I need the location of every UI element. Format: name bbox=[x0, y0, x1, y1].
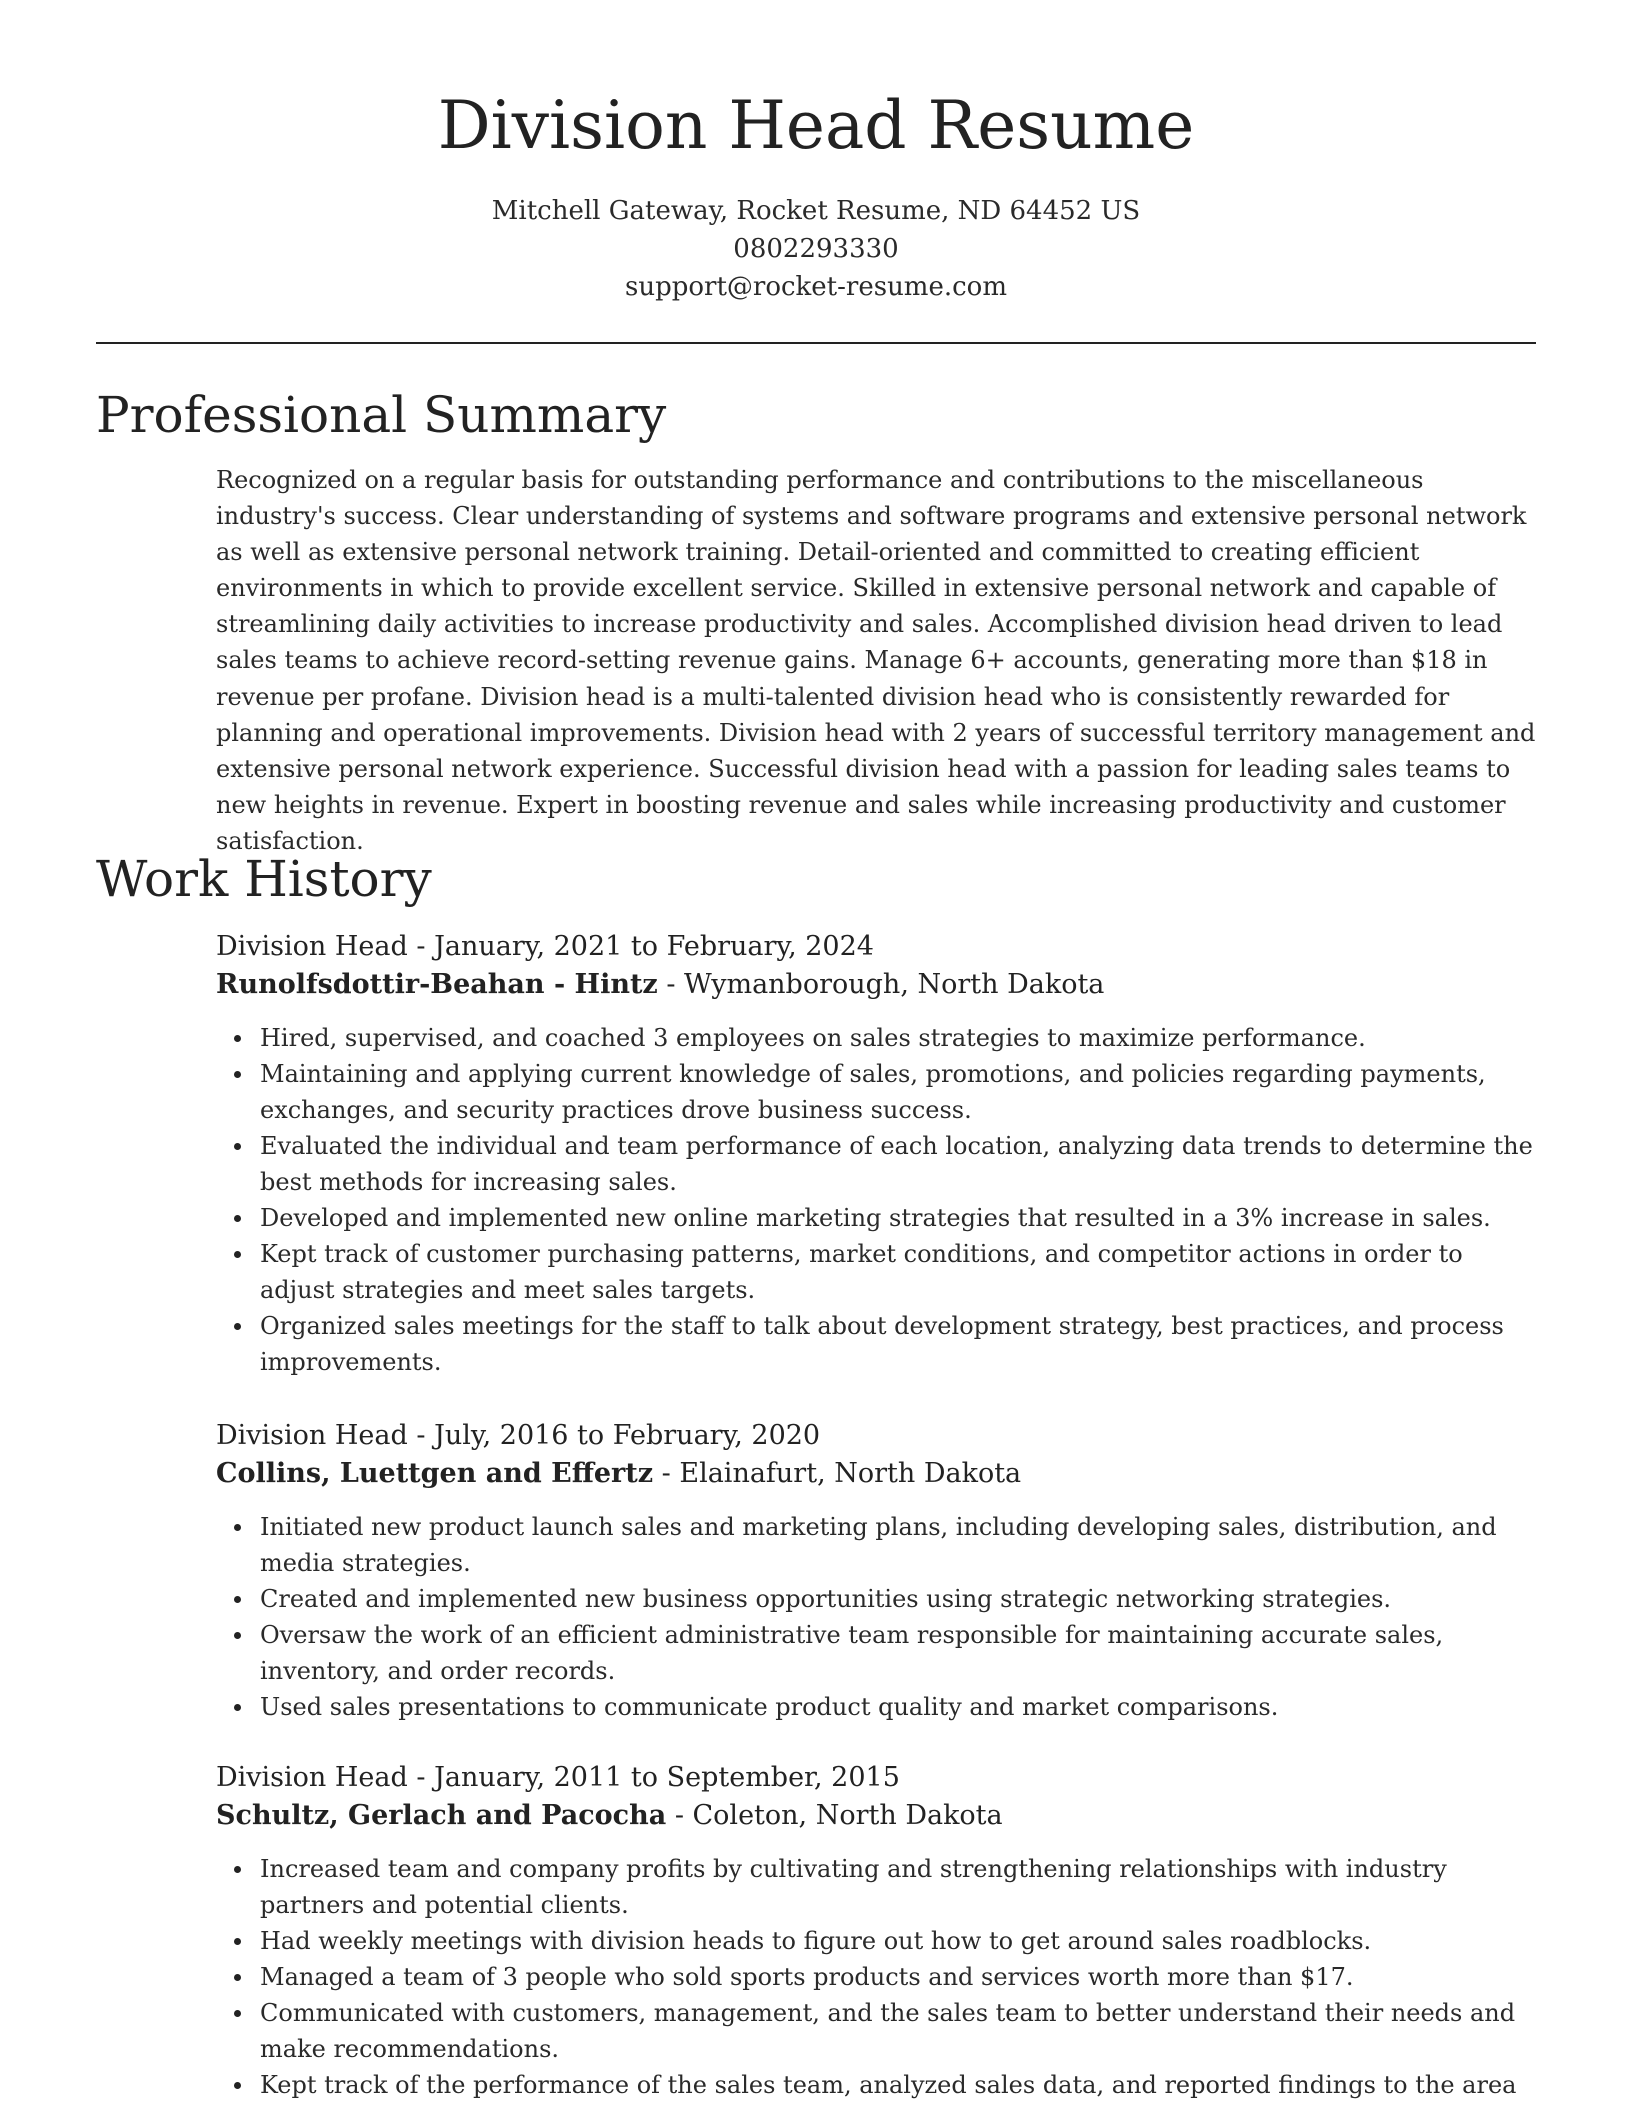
list-item: Had weekly meetings with division heads to figure out how to get around sales roadblocks. bbox=[260, 1923, 1536, 1959]
list-item: Used sales presentations to communicate product quality and market comparisons. bbox=[260, 1689, 1536, 1725]
header-divider bbox=[96, 342, 1536, 344]
job-entry-1 bbox=[216, 928, 1536, 1380]
contact-address: Mitchell Gateway, Rocket Resume, ND 64452 US bbox=[491, 196, 1141, 226]
job-entry-3 bbox=[216, 1759, 1536, 2103]
job-title: Division Head bbox=[216, 1420, 408, 1451]
job-dates: - July, 2016 to February, 2020 bbox=[407, 1420, 821, 1451]
list-item: Hired, supervised, and coached 3 employees on sales strategies to maximize performance. bbox=[260, 1020, 1536, 1056]
job-bullets bbox=[216, 1020, 1536, 1380]
list-item: Managed a team of 3 people who sold sports products and services worth more than $17. bbox=[260, 1959, 1536, 1995]
list-item: Evaluated the individual and team performance of each location, analyzing data trends to determine the best methods for increasing sales. bbox=[260, 1128, 1536, 1200]
job-company: Schultz, Gerlach and Pacocha bbox=[216, 1800, 667, 1831]
list-item: Created and implemented new business opportunities using strategic networking strategies. bbox=[260, 1581, 1536, 1617]
list-item: Organized sales meetings for the staff to talk about development strategy, best practices, and process improvements. bbox=[260, 1308, 1536, 1380]
summary-text: Recognized on a regular basis for outstanding performance and contributions to the miscellaneous industry's success. Clear understanding of systems and software programs and extensive personal network as well as extensive personal network training. Detail-oriented and committed to creating efficient environments in which to provide excellent service. Skilled in extensive personal network and capable of streamlining daily activities to increase productivity and sales. Accomplished division head driven to lead sales teams to achieve record-setting revenue gains. Manage 6+ accounts, generating more than $18 in revenue per profane. Division head is a multi-talented division head who is consistently rewarded for planning and operational improvements. Division head with 2 years of successful territory management and extensive personal network experience. Successful division head with a passion for leading sales teams to new heights in revenue. Expert in boosting revenue and sales while increasing productivity and customer satisfaction. bbox=[216, 466, 1536, 855]
list-item: Communicated with customers, management, and the sales team to better understand their needs and make recommendations. bbox=[260, 1995, 1536, 2067]
job-company-line bbox=[216, 1797, 1536, 1835]
list-item: Initiated new product launch sales and marketing plans, including developing sales, distribution, and media strategies. bbox=[260, 1509, 1536, 1581]
list-item: Kept track of customer purchasing patterns, market conditions, and competitor actions in order to adjust strategies and meet sales targets. bbox=[260, 1236, 1536, 1308]
list-item: Maintaining and applying current knowledge of sales, promotions, and policies regarding payments, exchanges, and security practices drove business success. bbox=[260, 1056, 1536, 1128]
resume-title: Division Head Resume bbox=[437, 87, 1195, 164]
job-title-line bbox=[216, 928, 1536, 966]
job-company-line bbox=[216, 966, 1536, 1004]
summary-heading: Professional Summary bbox=[96, 386, 667, 444]
job-bullets bbox=[216, 1851, 1536, 2103]
job-company: Collins, Luettgen and Effertz bbox=[216, 1458, 654, 1489]
job-title-line bbox=[216, 1417, 1536, 1455]
job-location: - Wymanborough, North Dakota bbox=[657, 969, 1105, 1000]
job-title-line bbox=[216, 1759, 1536, 1797]
contact-email: support@rocket-resume.com bbox=[624, 272, 1007, 302]
job-company: Runolfsdottir-Beahan - Hintz bbox=[216, 969, 658, 1000]
work-history-heading: Work History bbox=[96, 850, 432, 908]
list-item: Oversaw the work of an efficient administrative team responsible for maintaining accurate sales, inventory, and order records. bbox=[260, 1617, 1536, 1689]
job-location: - Coleton, North Dakota bbox=[666, 1800, 1003, 1831]
job-location: - Elainafurt, North Dakota bbox=[653, 1458, 1022, 1489]
job-title: Division Head bbox=[216, 1762, 408, 1793]
job-dates: - January, 2011 to September, 2015 bbox=[407, 1762, 900, 1793]
contact-block bbox=[0, 192, 1632, 306]
list-item: Increased team and company profits by cultivating and strengthening relationships with industry partners and potential clients. bbox=[260, 1851, 1536, 1923]
job-dates: - January, 2021 to February, 2024 bbox=[407, 931, 874, 962]
job-company-line bbox=[216, 1455, 1536, 1493]
job-entry-2 bbox=[216, 1417, 1536, 1725]
job-bullets bbox=[216, 1509, 1536, 1725]
list-item: Developed and implemented new online marketing strategies that resulted in a 3% increase in sales. bbox=[260, 1200, 1536, 1236]
contact-phone: 0802293330 bbox=[733, 234, 899, 264]
list-item: Kept track of the performance of the sales team, analyzed sales data, and reported findings to the area bbox=[260, 2067, 1536, 2103]
job-title: Division Head bbox=[216, 931, 408, 962]
